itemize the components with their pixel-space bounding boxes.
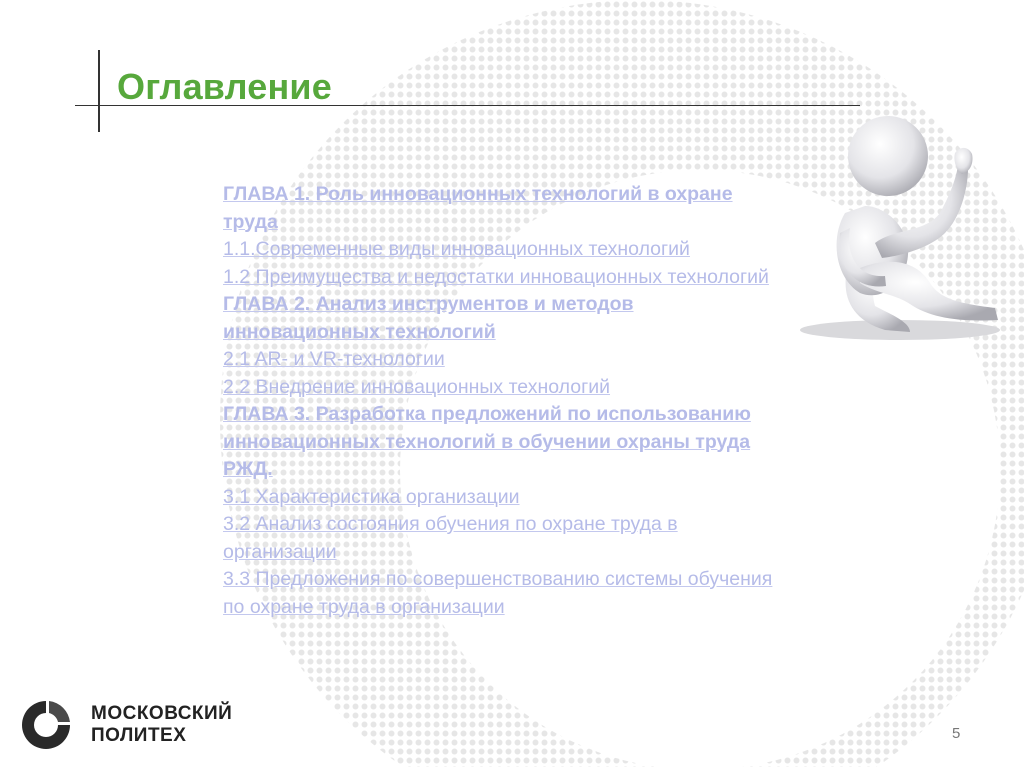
title-vertical-rule <box>98 50 100 132</box>
toc-section-1-2[interactable]: 1.2 Преимущества и недостатки инновационных технологий <box>223 265 769 288</box>
logo-wordmark <box>91 703 232 747</box>
thinking-person-figure-icon <box>790 108 1015 343</box>
moscow-polytech-logo <box>18 695 258 755</box>
logo-line-1: МОСКОВСКИЙ <box>91 703 233 724</box>
page-number: 5 <box>952 725 961 742</box>
table-of-contents <box>223 181 783 621</box>
toc-chapter-3[interactable]: ГЛАВА 3. Разработка предложений по использованию инновационных технологий в обучении охраны труда РЖД. <box>223 403 751 480</box>
toc-section-3-1[interactable]: 3.1 Характеристика организации <box>223 485 520 508</box>
logo-line-2: ПОЛИТЕХ <box>91 725 187 746</box>
polytech-ring-icon <box>18 697 74 753</box>
toc-section-2-1[interactable]: 2.1 AR- и VR-технологии <box>223 348 445 370</box>
toc-section-1-1[interactable]: 1.1.Современные виды инновационных технологий <box>223 238 690 260</box>
page-title: Оглавление <box>117 66 332 107</box>
toc-section-3-2[interactable]: 3.2 Анализ состояния обучения по охране труда в организации <box>223 513 678 563</box>
toc-section-2-2[interactable]: 2.2 Внедрение инновационных технологий <box>223 375 611 398</box>
toc-chapter-1[interactable]: ГЛАВА 1. Роль инновационных технологий в охране труда <box>223 183 733 233</box>
toc-chapter-2[interactable]: ГЛАВА 2. Анализ инструментов и методов инновационных технологий <box>223 293 634 343</box>
toc-section-3-3[interactable]: 3.3 Предложения по совершенствованию системы обучения по охране труда в организации <box>223 568 773 618</box>
